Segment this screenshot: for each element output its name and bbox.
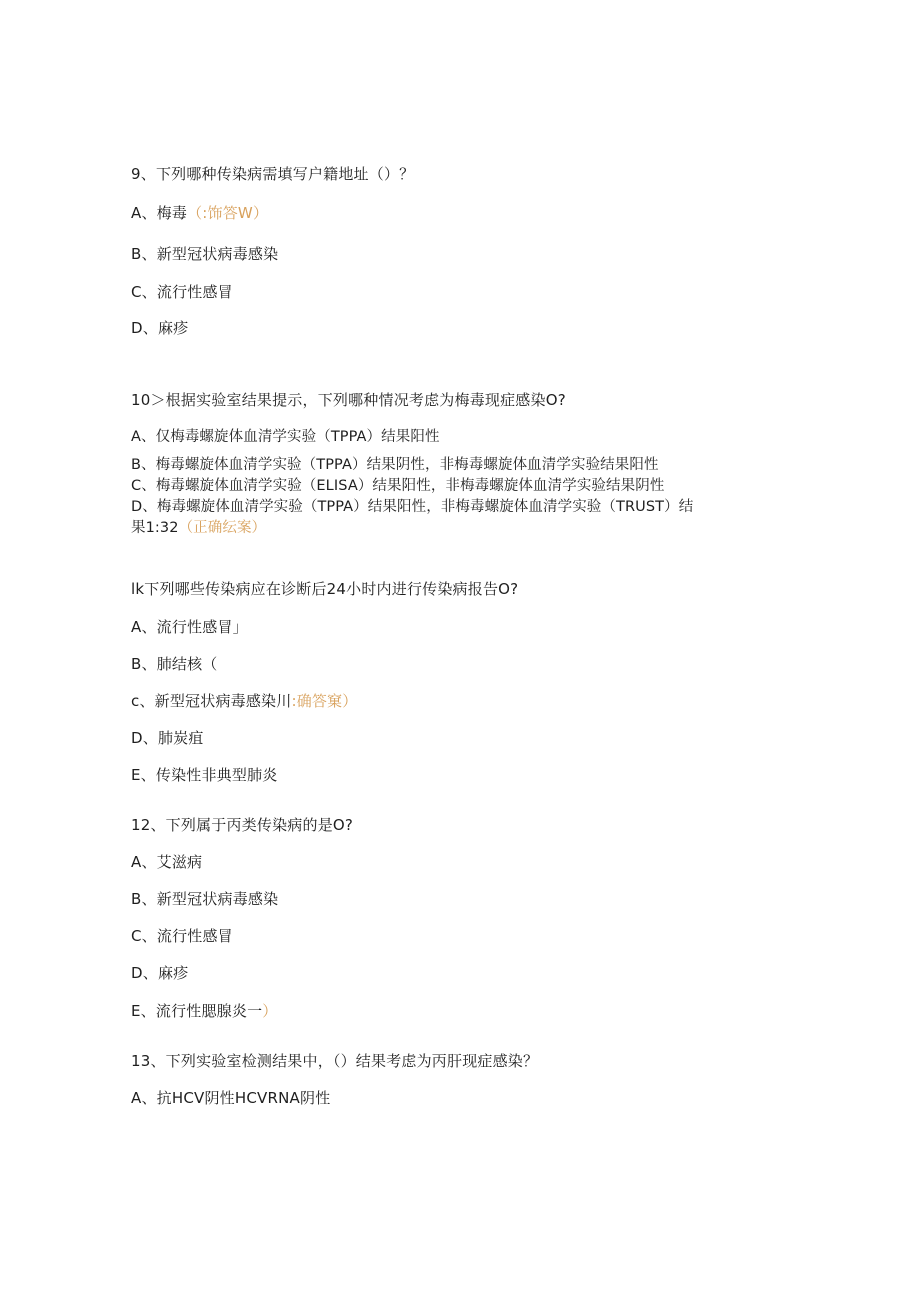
question-9-option-c: C、流行性感冒 xyxy=(131,283,233,301)
question-10-stem: 10＞根据实验室结果提示，下列哪种情况考虑为梅毒现症感染O? xyxy=(131,391,566,409)
question-12-option-e: E、流行性腮腺炎一） xyxy=(131,1002,278,1020)
question-10-option-d-cont: 果1:32（正确纭案） xyxy=(131,520,267,536)
question-9-stem: 9、下列哪种传染病需填写户籍地址（）？ xyxy=(131,165,415,183)
question-11-option-d: D、肺炭疽 xyxy=(131,729,204,747)
question-11-option-e: E、传染性非典型肺炎 xyxy=(131,766,278,784)
question-12-option-d: D、麻疹 xyxy=(131,964,189,982)
question-12-option-b: B、新型冠状病毒感染 xyxy=(131,890,279,908)
question-10-option-b: B、梅毒螺旋体血清学实验（TPPA）结果阴性，非梅毒螺旋体血清学实验结果阳性 xyxy=(131,457,659,473)
question-10-option-d: D、梅毒螺旋体血清学实验（TPPA）结果阳性，非梅毒螺旋体血清学实验（TRUST）结 xyxy=(131,499,694,515)
answer-note: :确答窠） xyxy=(291,692,358,710)
question-13-stem: 13、下列实验室检测结果中，（）结果考虑为丙肝现症感染？ xyxy=(131,1052,539,1070)
question-9-option-b: B、新型冠状病毒感染 xyxy=(131,245,279,263)
question-12-option-c: C、流行性感冒 xyxy=(131,927,233,945)
answer-note: ） xyxy=(262,1002,278,1020)
question-10-option-c: C、梅毒螺旋体血清学实验（ELISA）结果阳性，非梅毒螺旋体血清学实验结果阴性 xyxy=(131,478,665,494)
answer-note: （:饰答W） xyxy=(187,204,269,222)
question-12-stem: 12、下列属于丙类传染病的是O? xyxy=(131,816,354,834)
question-12-option-a: A、艾滋病 xyxy=(131,853,203,871)
question-9-option-a: A、梅毒（:饰答W） xyxy=(131,204,269,222)
answer-note: （正确纭案） xyxy=(178,520,267,536)
question-11-option-a: A、流行性感冒」 xyxy=(131,618,248,636)
question-10-option-a: A、仅梅毒螺旋体血清学实验（TPPA）结果阳性 xyxy=(131,429,440,445)
question-11-stem: lk下列哪些传染病应在诊断后24小时内进行传染病报告O? xyxy=(131,580,519,598)
question-9-option-d: D、麻疹 xyxy=(131,319,189,337)
question-11-option-b: B、肺结核（ xyxy=(131,655,218,673)
question-11-option-c: c、新型冠状病毒感染川:确答窠） xyxy=(131,692,358,710)
question-13-option-a: A、抗HCV阴性HCVRNA阴性 xyxy=(131,1089,331,1107)
